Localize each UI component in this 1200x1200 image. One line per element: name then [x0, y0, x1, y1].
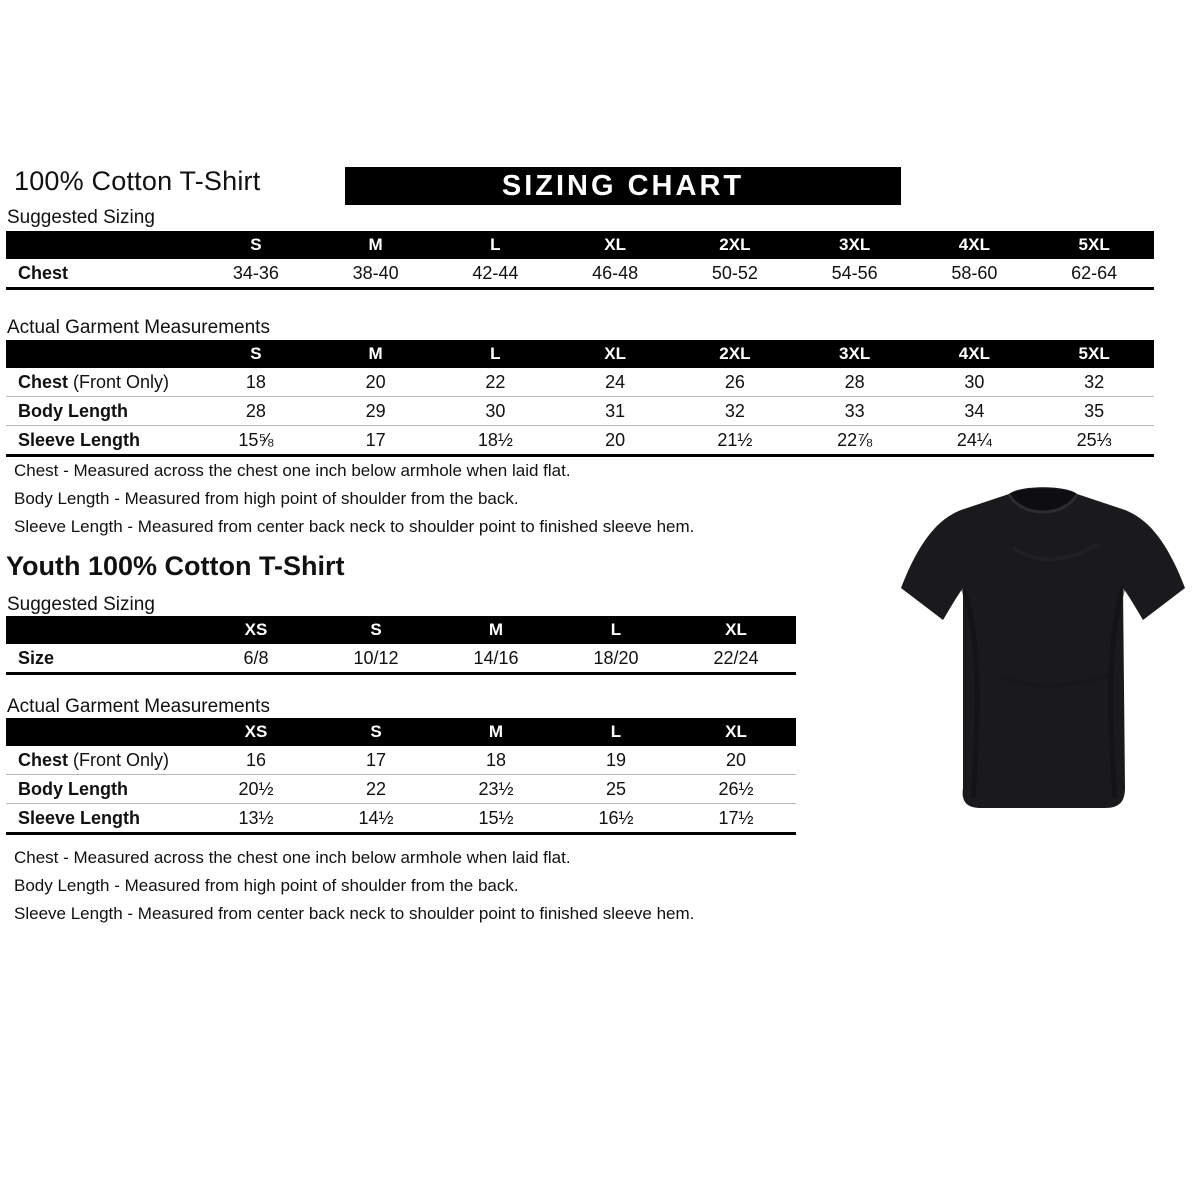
size-column-header: XL: [676, 718, 796, 746]
measurement-row: [6, 804, 796, 834]
row-label: Sleeve Length: [18, 430, 141, 450]
measurement-row: [6, 644, 796, 674]
size-column-header: M: [436, 616, 556, 644]
measurement-value: 15½: [436, 804, 556, 834]
size-column-header: XL: [555, 340, 675, 368]
adult-note-sleeve-length: Sleeve Length - Measured from center back neck to shoulder point to finished sleeve hem.: [14, 517, 695, 536]
size-column-header: 5XL: [1034, 340, 1154, 368]
measurement-value: 30: [436, 397, 556, 426]
measurement-value: 38-40: [316, 259, 436, 289]
youth-suggested-sizing: [6, 616, 796, 675]
measurement-value: 18: [196, 368, 316, 397]
size-column-header: XS: [196, 616, 316, 644]
measurement-value: 24¼: [915, 426, 1035, 456]
sizing-chart-banner: [345, 167, 901, 205]
measurement-value: 22: [436, 368, 556, 397]
measurement-value: 28: [196, 397, 316, 426]
measurement-value: 62-64: [1034, 259, 1154, 289]
size-column-header: 4XL: [915, 340, 1035, 368]
measurement-value: 35: [1034, 397, 1154, 426]
adult-suggested-sizing-label: Suggested Sizing: [7, 207, 155, 228]
measurement-row: [6, 368, 1154, 397]
black-tshirt-image: [893, 478, 1193, 823]
measurement-row: [6, 426, 1154, 456]
measurement-value: 19: [556, 746, 676, 775]
youth-note-sleeve-length: Sleeve Length - Measured from center back neck to shoulder point to finished sleeve hem.: [14, 904, 695, 923]
measurement-value: 14/16: [436, 644, 556, 674]
measurement-value: 34: [915, 397, 1035, 426]
size-column-header: 2XL: [675, 340, 795, 368]
measurement-value: 17: [316, 426, 436, 456]
youth-note-chest: Chest - Measured across the chest one inch below armhole when laid flat.: [14, 848, 571, 867]
size-column-header: XL: [555, 231, 675, 259]
size-column-header: 4XL: [915, 231, 1035, 259]
measurement-value: 18½: [436, 426, 556, 456]
size-column-header: S: [196, 340, 316, 368]
row-label: Chest: [18, 263, 69, 283]
adult-actual-measurements-label: Actual Garment Measurements: [7, 317, 270, 338]
measurement-value: 25: [556, 775, 676, 804]
size-header-spacer: [6, 340, 196, 368]
measurement-value: 33: [795, 397, 915, 426]
measurement-value: 13½: [196, 804, 316, 834]
measurement-value: 42-44: [436, 259, 556, 289]
measurement-value: 16½: [556, 804, 676, 834]
measurement-value: 18/20: [556, 644, 676, 674]
measurement-row: [6, 746, 796, 775]
measurement-value: 22/24: [676, 644, 796, 674]
measurement-value: 10/12: [316, 644, 436, 674]
adult-suggested-sizing: [6, 231, 1154, 290]
size-column-header: L: [436, 340, 556, 368]
measurement-value: 26: [675, 368, 795, 397]
adult-actual-measurements-table: [6, 340, 1154, 457]
measurement-row: [6, 775, 796, 804]
measurement-value: 17: [316, 746, 436, 775]
size-header-spacer: [6, 616, 196, 644]
adult-actual-measurements: [6, 340, 1154, 457]
youth-note-body-length: Body Length - Measured from high point of shoulder from the back.: [14, 876, 519, 895]
size-column-header: S: [316, 718, 436, 746]
measurement-value: 32: [1034, 368, 1154, 397]
measurement-value: 34-36: [196, 259, 316, 289]
row-label: Body Length: [18, 401, 128, 421]
measurement-value: 14½: [316, 804, 436, 834]
measurement-row: [6, 259, 1154, 289]
page-title: 100% Cotton T-Shirt: [14, 166, 261, 196]
size-column-header: L: [556, 616, 676, 644]
tshirt-graphic: [893, 478, 1193, 823]
size-column-header: L: [436, 231, 556, 259]
measurement-value: 15⅝: [196, 426, 316, 456]
measurement-value: 21½: [675, 426, 795, 456]
size-column-header: 5XL: [1034, 231, 1154, 259]
measurement-value: 20: [676, 746, 796, 775]
size-column-header: M: [436, 718, 556, 746]
sizing-chart-banner-label: SIZING CHART: [501, 169, 745, 202]
measurement-value: 20: [555, 426, 675, 456]
youth-actual-measurements-table: [6, 718, 796, 835]
row-label: Size: [18, 648, 55, 668]
measurement-value: 16: [196, 746, 316, 775]
row-label: Chest: [18, 750, 69, 770]
measurement-value: 17½: [676, 804, 796, 834]
youth-suggested-sizing-label: Suggested Sizing: [7, 594, 155, 615]
measurement-value: 18: [436, 746, 556, 775]
size-column-header: XS: [196, 718, 316, 746]
row-label: Chest: [18, 372, 69, 392]
measurement-value: 29: [316, 397, 436, 426]
measurement-row: [6, 397, 1154, 426]
youth-suggested-sizing-table: [6, 616, 796, 675]
measurement-value: 24: [555, 368, 675, 397]
measurement-value: 20: [316, 368, 436, 397]
measurement-value: 32: [675, 397, 795, 426]
measurement-value: 6/8: [196, 644, 316, 674]
measurement-value: 26½: [676, 775, 796, 804]
row-label-note: (Front Only): [68, 750, 170, 770]
size-header-spacer: [6, 231, 196, 259]
measurement-value: 46-48: [555, 259, 675, 289]
measurement-value: 23½: [436, 775, 556, 804]
measurement-value: 22: [316, 775, 436, 804]
measurement-value: 50-52: [675, 259, 795, 289]
size-column-header: XL: [676, 616, 796, 644]
measurement-value: 30: [915, 368, 1035, 397]
adult-suggested-sizing-table: [6, 231, 1154, 290]
measurement-value: 54-56: [795, 259, 915, 289]
size-column-header: 2XL: [675, 231, 795, 259]
row-label-note: (Front Only): [68, 372, 170, 392]
size-column-header: L: [556, 718, 676, 746]
measurement-value: 28: [795, 368, 915, 397]
measurement-value: 31: [555, 397, 675, 426]
row-label: Body Length: [18, 779, 128, 799]
youth-actual-measurements: [6, 718, 796, 835]
adult-note-body-length: Body Length - Measured from high point of shoulder from the back.: [14, 489, 519, 508]
size-column-header: 3XL: [795, 340, 915, 368]
size-column-header: M: [316, 231, 436, 259]
youth-actual-measurements-label: Actual Garment Measurements: [7, 696, 270, 717]
size-header-spacer: [6, 718, 196, 746]
measurement-value: 25⅓: [1034, 426, 1154, 456]
measurement-value: 20½: [196, 775, 316, 804]
row-label: Sleeve Length: [18, 808, 141, 828]
measurement-value: 22⅞: [795, 426, 915, 456]
adult-note-chest: Chest - Measured across the chest one inch below armhole when laid flat.: [14, 461, 571, 480]
size-column-header: 3XL: [795, 231, 915, 259]
size-column-header: S: [316, 616, 436, 644]
measurement-value: 58-60: [915, 259, 1035, 289]
size-column-header: M: [316, 340, 436, 368]
youth-section-title: Youth 100% Cotton T-Shirt: [6, 551, 345, 581]
size-column-header: S: [196, 231, 316, 259]
